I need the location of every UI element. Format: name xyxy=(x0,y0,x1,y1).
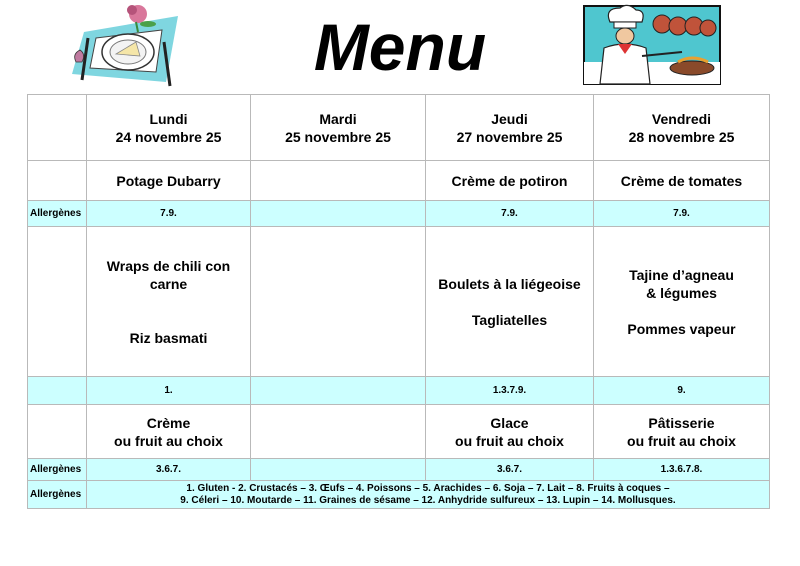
day-header-tuesday: Mardi 25 novembre 25 xyxy=(251,95,426,161)
soup-allergens-tuesday xyxy=(251,201,426,227)
header-row xyxy=(28,95,770,161)
main-allergens-monday: 1. xyxy=(87,377,251,405)
soup-thursday: Crème de potiron xyxy=(426,161,594,201)
dessert-allergens-friday: 1.3.6.7.8. xyxy=(594,459,770,481)
menu-table xyxy=(27,94,770,509)
dessert-monday: Crème ou fruit au choix xyxy=(87,405,251,459)
day-header-monday: Lundi 24 novembre 25 xyxy=(87,95,251,161)
dessert-allergens-thursday: 3.6.7. xyxy=(426,459,594,481)
main-thursday: Boulets à la liégeoise Tagliatelles xyxy=(426,227,594,377)
allergen-label: Allergènes xyxy=(28,201,87,227)
soup-allergens-monday: 7.9. xyxy=(87,201,251,227)
header-empty-cell xyxy=(28,95,87,161)
main-friday: Tajine d’agneau & légumes Pommes vapeur xyxy=(594,227,770,377)
main-allergens-friday: 9. xyxy=(594,377,770,405)
dessert-row xyxy=(28,405,770,459)
main-allergens-tuesday xyxy=(251,377,426,405)
main-course-row xyxy=(28,227,770,377)
soup-tuesday xyxy=(251,161,426,201)
day-header-thursday: Jeudi 27 novembre 25 xyxy=(426,95,594,161)
place-setting-clipart xyxy=(66,2,186,94)
day-header-friday: Vendredi 28 novembre 25 xyxy=(594,95,770,161)
soup-allergen-row xyxy=(28,201,770,227)
allergen-label: Allergènes xyxy=(28,481,87,509)
chef-clipart xyxy=(582,4,722,86)
soup-allergens-thursday: 7.9. xyxy=(426,201,594,227)
page-title: Menu xyxy=(313,10,487,84)
allergen-label: Allergènes xyxy=(28,459,87,481)
main-tuesday xyxy=(251,227,426,377)
main-monday: Wraps de chili con carne Riz basmati xyxy=(87,227,251,377)
dessert-friday: Pâtisserie ou fruit au choix xyxy=(594,405,770,459)
dessert-tuesday xyxy=(251,405,426,459)
allergen-legend: 1. Gluten - 2. Crustacés – 3. Œufs – 4. Poissons – 5. Arachides – 6. Soja – 7. Lait – 8. Fruits à coques – 9. Céleri – 10. Moutarde – 11. Graines de sésame – 12. Anhydride sulfureux – 13. Lupin – 14. Mollusques. xyxy=(87,481,770,509)
dessert-allergens-tuesday xyxy=(251,459,426,481)
dessert-thursday: Glace ou fruit au choix xyxy=(426,405,594,459)
dessert-allergen-row xyxy=(28,459,770,481)
main-allergens-thursday: 1.3.7.9. xyxy=(426,377,594,405)
dessert-allergens-monday: 3.6.7. xyxy=(87,459,251,481)
allergen-legend-row xyxy=(28,481,770,509)
soup-friday: Crème de tomates xyxy=(594,161,770,201)
soup-monday: Potage Dubarry xyxy=(87,161,251,201)
soup-row xyxy=(28,161,770,201)
main-allergen-row xyxy=(28,377,770,405)
soup-allergens-friday: 7.9. xyxy=(594,201,770,227)
